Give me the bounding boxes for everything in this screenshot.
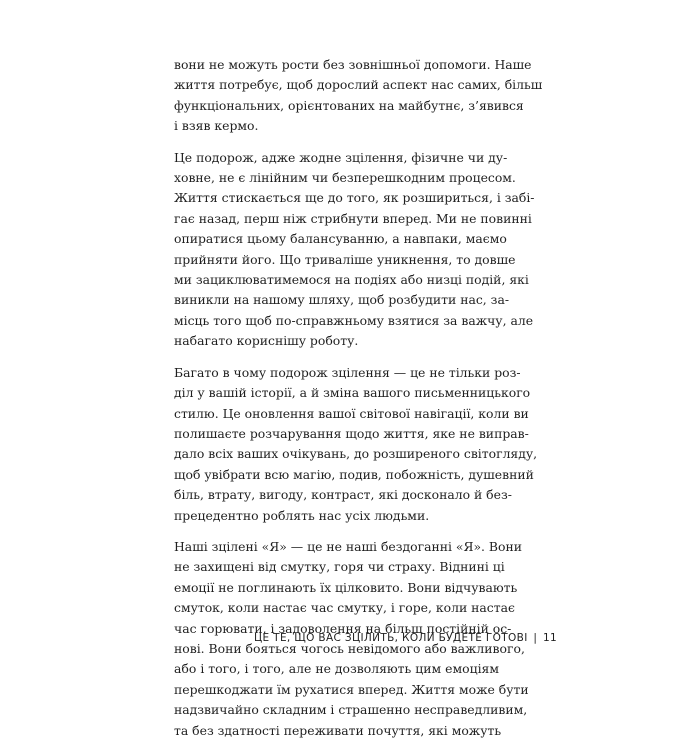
text-line: гає назад, перш ніж стрибнути вперед. Ми не повинні: [174, 210, 532, 226]
text-line: емоції не поглинають їх цілковито. Вони відчувають: [174, 579, 518, 595]
text-line: не захищені від смутку, горя чи страху. Віднині ці: [174, 559, 505, 575]
text-line: набагато кориснішу роботу.: [174, 333, 359, 349]
text-line: Багато в чому подорож зцілення — це не тільки роз-: [174, 364, 521, 380]
text-line: нові. Вони бояться чогось невідомого або важливого,: [174, 640, 525, 656]
text-line: діл у вашій історії, а й зміна вашого письменницького: [174, 385, 531, 401]
text-line: прецедентно роблять нас усіх людьми.: [174, 507, 430, 523]
text-line: перешкоджати їм рухатися вперед. Життя може бути: [174, 681, 529, 697]
text-line: місць того щоб по-справжньому взятися за важчу, але: [174, 312, 534, 328]
text-line: опиратися цьому балансуванню, а навпаки, маємо: [174, 231, 507, 247]
text-line: час горювати, і задоволення на більш постійній ос-: [174, 620, 512, 636]
paragraph: [174, 148, 535, 352]
text-line: виникли на нашому шляху, щоб розбудити нас, за-: [174, 292, 510, 308]
text-line: надзвичайно складним і страшенно несправедливим,: [174, 702, 528, 718]
page-number: 11: [542, 632, 557, 644]
text-line: дало всіх ваших очікувань, до розширеного світогляду,: [174, 446, 538, 462]
text-line: функціональних, орієнтованих на майбутнє, з’явився: [174, 97, 524, 113]
running-footer: [254, 632, 557, 644]
text-line: або і того, і того, але не дозволяють цим емоціям: [174, 661, 499, 677]
text-line: Це подорож, адже жодне зцілення, фізичне чи ду-: [174, 149, 508, 165]
text-line: та без здатності переживати почуття, які можуть: [174, 722, 502, 738]
text-line: Наші зцілені «Я» — це не наші бездоганні «Я». Вони: [174, 538, 523, 554]
text-line: стилю. Це оновлення вашої світової навігації, коли ви: [174, 405, 529, 421]
body-text: [174, 55, 543, 752]
text-line: біль, втрату, вигоду, контраст, які досконало й без-: [174, 487, 512, 503]
text-line: щоб увібрати всю магію, подив, побожність, душевний: [174, 466, 534, 482]
text-line: ховне, не є лінійним чи безперешкодним процесом.: [174, 170, 516, 186]
text-line: і взяв кермо.: [174, 118, 259, 134]
text-line: полишаєте розчарування щодо життя, яке не виправ-: [174, 425, 529, 441]
text-line: смуток, коли настає час смутку, і горе, коли настає: [174, 600, 515, 616]
text-line: вони не можуть рости без зовнішньої допомоги. Наше: [174, 57, 532, 72]
paragraph: [174, 55, 543, 137]
paragraph: [174, 363, 538, 526]
footer-separator: |: [533, 632, 538, 644]
running-title: ЦЕ ТЕ, ЩО ВАС ЗЦІЛИТЬ, КОЛИ БУДЕТЕ ГОТОВІ: [254, 632, 528, 644]
text-line: ми зациклюватимемося на подіях або низці подій, які: [174, 272, 529, 288]
text-line: Життя стискається ще до того, як розшириться, і забі-: [174, 190, 535, 206]
text-line: прийняти його. Що триваліше уникнення, то довше: [174, 251, 516, 267]
text-line: життя потребує, щоб дорослий аспект нас самих, більш: [174, 77, 543, 93]
